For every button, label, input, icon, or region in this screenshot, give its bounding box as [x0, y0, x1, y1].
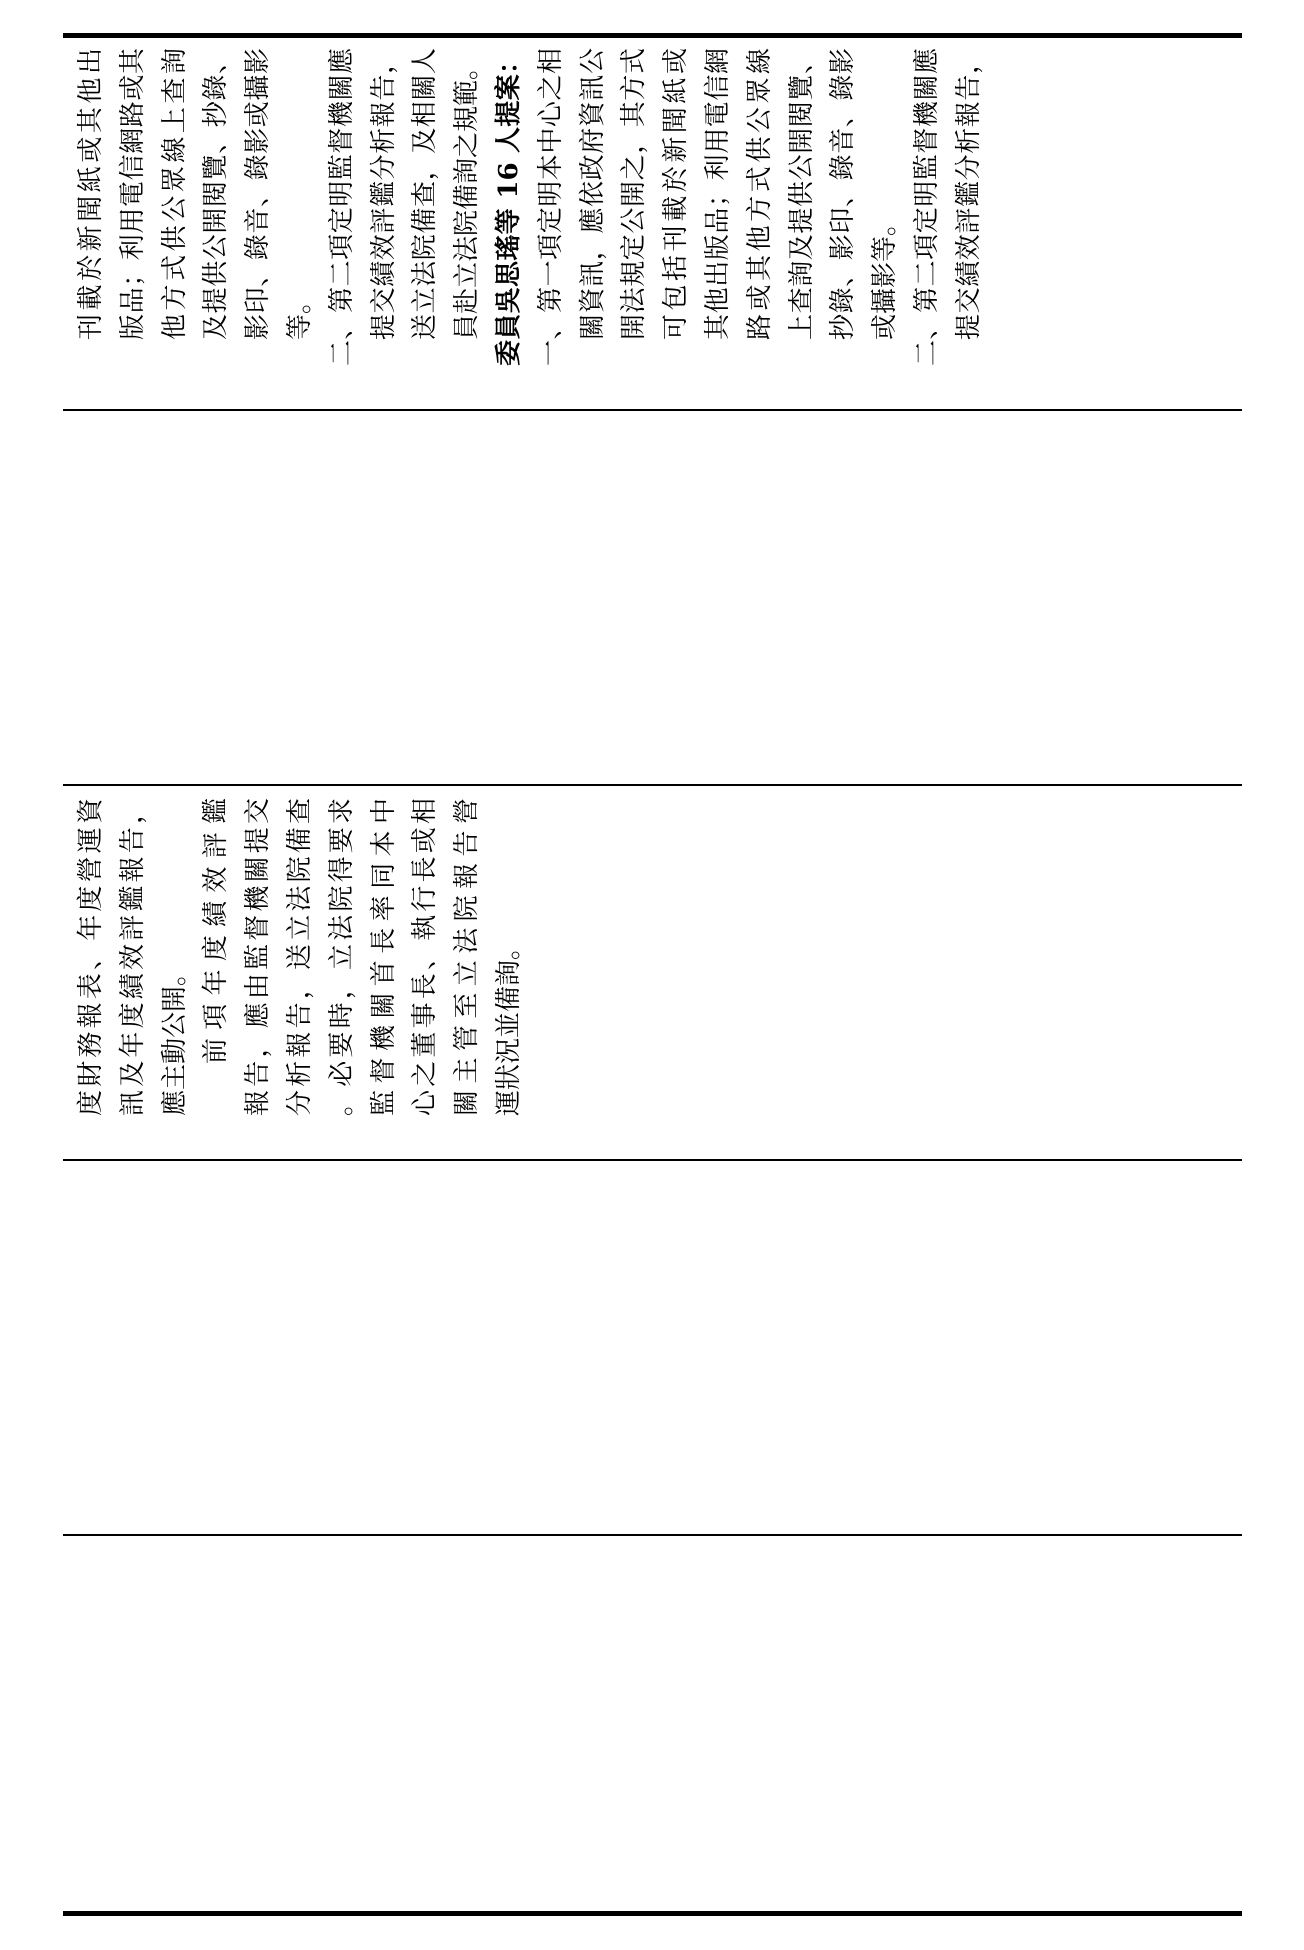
proposal-heading: 委員吳思瑤等 16 人提案： — [493, 48, 524, 366]
text-line: 。必要時，立法院得要求 — [326, 798, 357, 1116]
text-line: 監督機關首長率同本中 — [368, 798, 399, 1116]
list-item-first-line: 一、第一項定明本中心之相 — [535, 48, 566, 366]
text-line: 心之董事長、執行長或相 — [410, 798, 441, 1116]
text-line: 抄錄、影印、錄音、錄影 — [828, 48, 859, 340]
text-line: 報告，應由監督機關提交 — [243, 798, 274, 1116]
text-line: 關資訊，應依政府資訊公 — [577, 48, 608, 340]
text-line: 提交績效評鑑分析報告， — [368, 48, 399, 340]
text-line: 及提供公開閱覽、抄錄、 — [201, 48, 232, 340]
text-line: 等。 — [284, 287, 315, 340]
text-line: 版品；利用電信網路或其 — [117, 48, 148, 340]
text-line: 或攝影等。 — [870, 209, 901, 340]
text-line: 開法規定公開之，其方式 — [619, 48, 650, 340]
text-line: 應主動公開。 — [159, 959, 190, 1116]
text-line: 提交績效評鑑分析報告， — [953, 48, 984, 340]
text-line: 訊及年度績效評鑑報告， — [117, 798, 148, 1116]
paragraph-first-line: 前項年度績效評鑑 — [201, 798, 232, 1064]
table-cell-empty — [63, 1536, 1242, 1911]
text-line: 上查詢及提供公開閱覽、 — [786, 48, 817, 340]
list-item-first-line: 二、第二項定明監督機關應 — [911, 48, 942, 366]
text-line: 他方式供公眾線上查詢 — [159, 48, 190, 340]
text-line: 關主管至立法院報告營 — [452, 798, 483, 1116]
text-line: 其他出版品；利用電信網 — [702, 48, 733, 340]
text-line: 路或其他方式供公眾線 — [744, 48, 775, 340]
text-line: 刊載於新聞紙或其他出 — [76, 48, 106, 340]
text-line: 可包括刊載於新聞紙或 — [661, 48, 692, 340]
table-cell-empty — [63, 411, 1242, 784]
explanation-text — [71, 48, 991, 366]
text-line: 度財務報表、年度營運資 — [76, 798, 106, 1116]
text-line: 員赴立法院備詢之規範。 — [452, 53, 483, 340]
text-line: 分析報告，送立法院備查 — [284, 798, 315, 1116]
table-cell-empty — [63, 1161, 1242, 1534]
text-line: 送立法院備查，及相關人 — [410, 48, 441, 340]
list-item-first-line: 二、第二項定明監督機關應 — [326, 48, 357, 366]
article-text — [71, 798, 531, 1116]
text-line: 影印、錄音、錄影或攝影 — [243, 48, 274, 340]
table-border-bottom — [63, 1911, 1242, 1916]
text-line: 運狀況並備詢。 — [493, 933, 524, 1116]
